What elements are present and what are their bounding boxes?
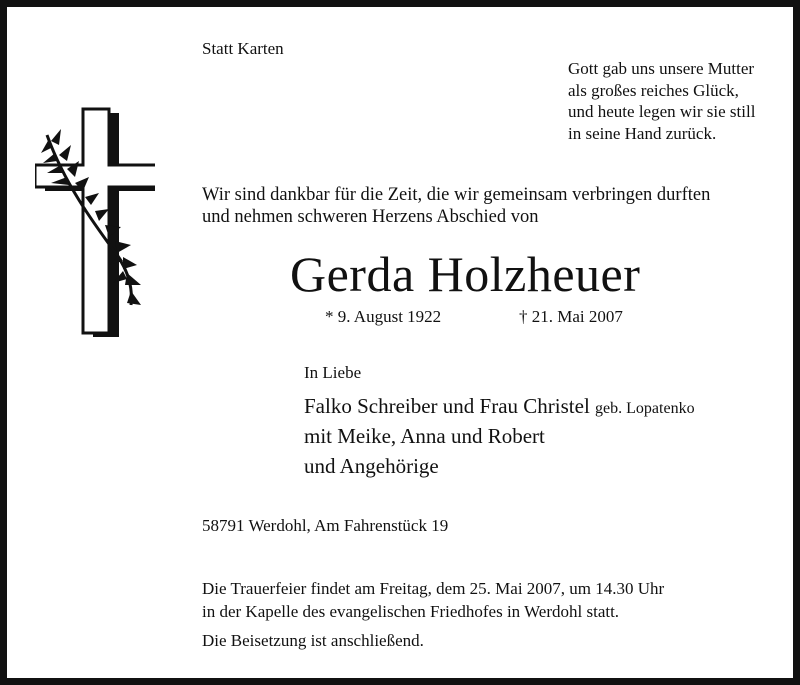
birth-date: * 9. August 1922 <box>325 307 442 326</box>
poem-line: in seine Hand zurück. <box>568 123 717 143</box>
poem-line: Gott gab uns unsere Mutter <box>568 59 755 78</box>
ceremony-line-1: Die Trauerfeier findet am Freitag, dem 25. Mai 2007, um 14.30 Uhr <box>202 579 665 598</box>
intro-line-1: Wir sind dankbar für die Zeit, die wir gemeinsam verbringen durften <box>202 185 711 205</box>
in-liebe-label: In Liebe <box>304 363 362 382</box>
mourners-line-1 <box>304 396 695 417</box>
intro-line-2: und nehmen schweren Herzens Abschied von <box>202 207 539 227</box>
poem-line: als großes reiches Glück, <box>568 80 739 100</box>
death-date: † 21. Mai 2007 <box>519 307 623 326</box>
deceased-name: Gerda Holzheuer <box>290 246 641 302</box>
mourners-line-3: und Angehörige <box>304 454 439 478</box>
mourners-names: Falko Schreiber und Frau Christel <box>304 394 590 418</box>
mourners-line-2: mit Meike, Anna und Robert <box>304 424 545 448</box>
maiden-name: geb. Lopatenko <box>595 400 695 417</box>
ceremony-line-2: in der Kapelle des evangelischen Friedhofes in Werdohl statt. <box>202 602 620 621</box>
ceremony-line-3: Die Beisetzung ist anschließend. <box>202 631 424 650</box>
address: 58791 Werdohl, Am Fahrenstück 19 <box>202 516 449 535</box>
poem-line: und heute legen wir sie still <box>568 102 756 121</box>
statt-karten-label: Statt Karten <box>202 39 284 58</box>
poem-block <box>568 58 755 144</box>
cross-with-palm-branch-icon <box>35 105 155 343</box>
